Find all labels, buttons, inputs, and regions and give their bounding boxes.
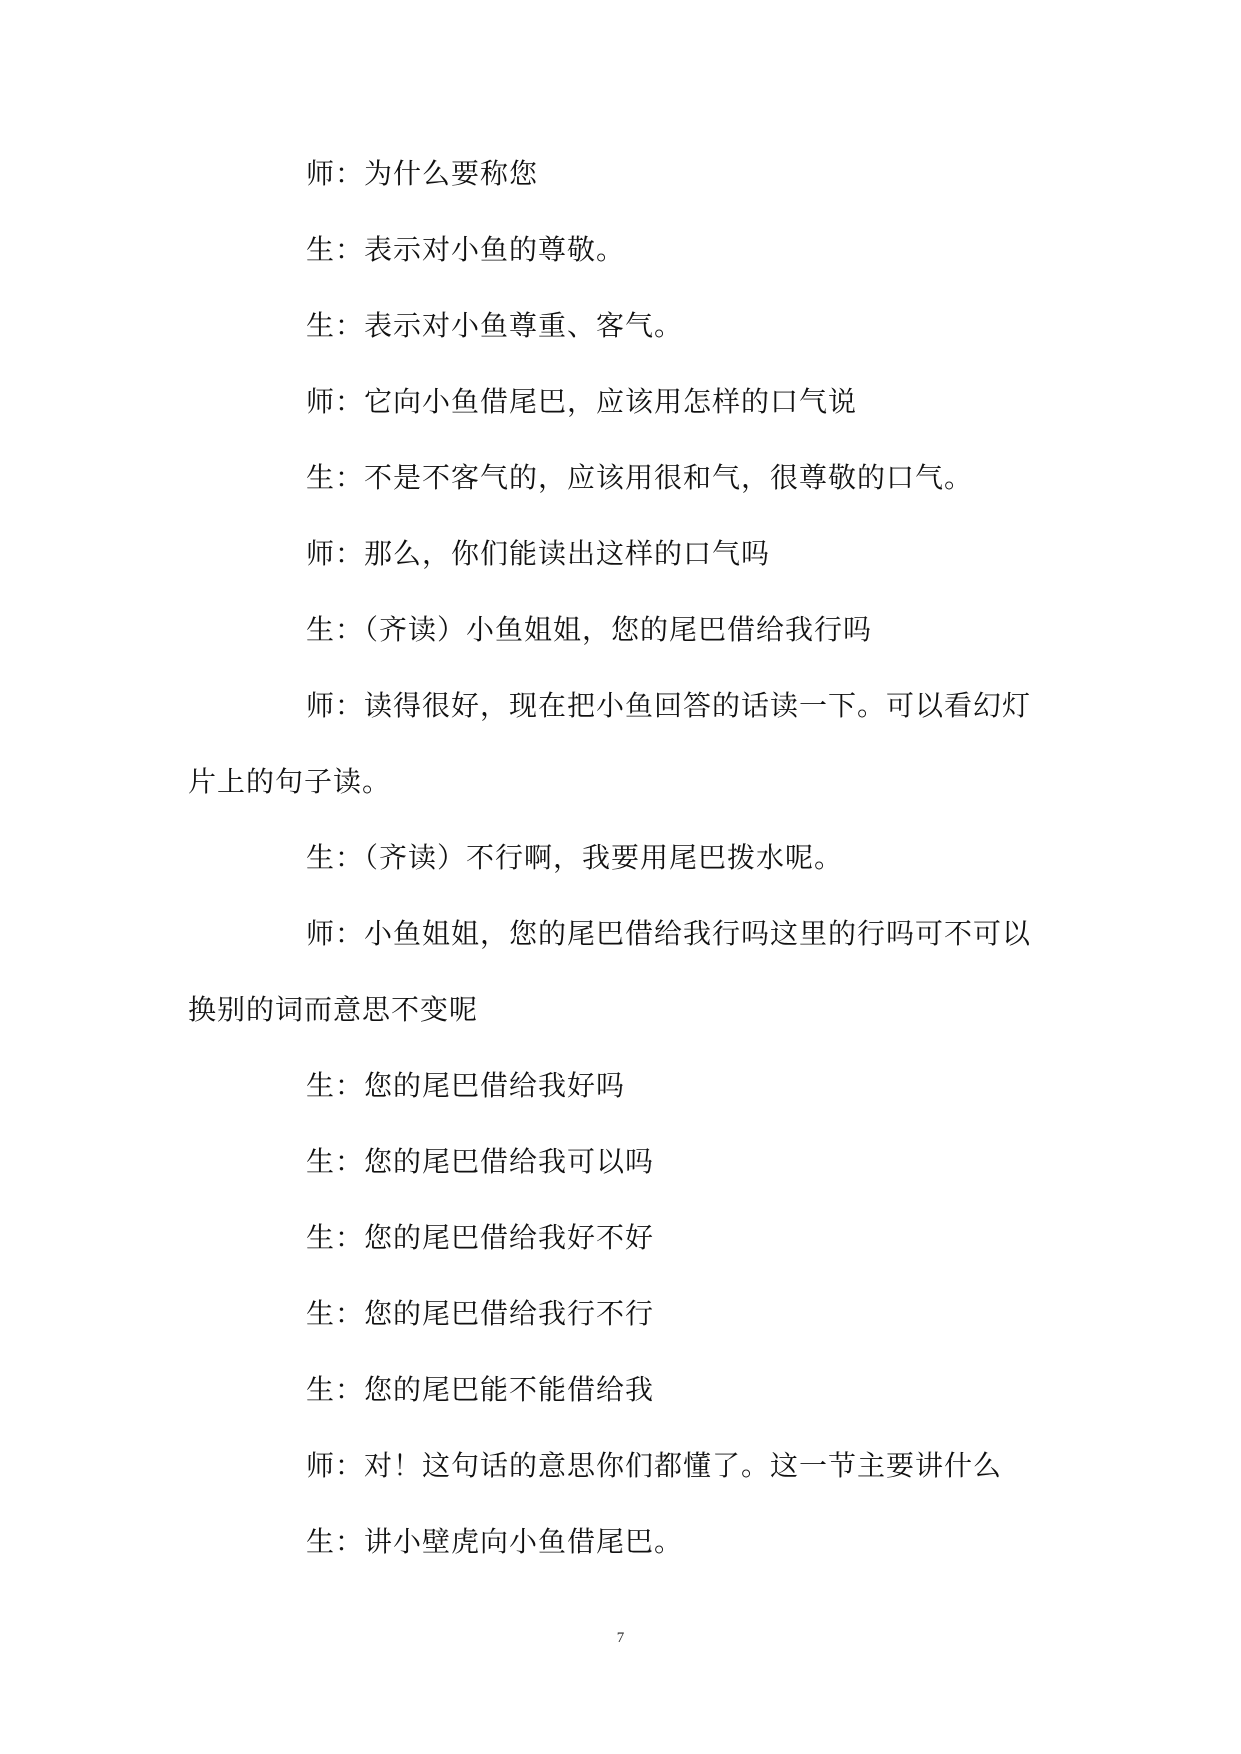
paragraph-2: 生：表示对小鱼的尊敬。	[306, 233, 626, 266]
paragraph-17: 生：讲小壁虎向小鱼借尾巴。	[306, 1525, 684, 1558]
document-body	[188, 136, 1053, 1580]
paragraph-15: 生：您的尾巴能不能借给我	[306, 1373, 655, 1406]
page-number: 7	[616, 1630, 625, 1646]
paragraph-12: 生：您的尾巴借给我可以吗	[306, 1145, 655, 1178]
paragraph-1: 师：为什么要称您	[306, 157, 539, 190]
paragraph-9: 生：（齐读）不行啊，我要用尾巴拨水呢。	[306, 841, 844, 874]
paragraph-8: 师：读得很好，现在把小鱼回答的话读一下。可以看幻灯片上的句子读。	[188, 689, 1032, 798]
paragraph-14: 生：您的尾巴借给我行不行	[306, 1297, 655, 1330]
paragraph-3: 生：表示对小鱼尊重、客气。	[306, 309, 684, 342]
paragraph-16: 师：对！这句话的意思你们都懂了。这一节主要讲什么	[306, 1449, 1003, 1482]
paragraph-10: 师：小鱼姐姐，您的尾巴借给我行吗这里的行吗可不可以换别的词而意思不变呢	[188, 917, 1032, 1026]
paragraph-5: 生：不是不客气的，应该用很和气，很尊敬的口气。	[306, 461, 974, 494]
paragraph-13: 生：您的尾巴借给我好不好	[306, 1221, 655, 1254]
paragraph-4: 师：它向小鱼借尾巴，应该用怎样的口气说	[306, 385, 858, 418]
paragraph-11: 生：您的尾巴借给我好吗	[306, 1069, 626, 1102]
paragraph-7: 生：（齐读）小鱼姐姐，您的尾巴借给我行吗	[306, 613, 873, 646]
paragraph-6: 师：那么，你们能读出这样的口气吗	[306, 537, 771, 570]
